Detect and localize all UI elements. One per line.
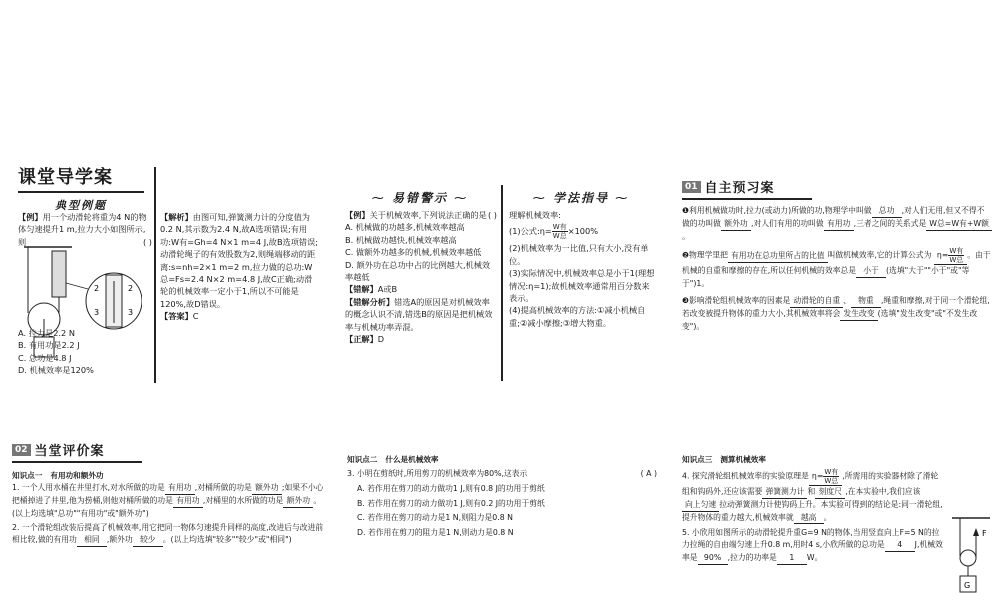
question-text: 关于机械效率,下列说法正确的是 [369, 210, 487, 220]
knowledge-point-2: 知识点二 什么是机械效率 [347, 455, 439, 464]
zoom-label-3: 3 [94, 308, 100, 317]
q4: 4. 探究滑轮组机械效率的实验原理是 η= $\frac{\text{W有}}{\text{W总}}$ ,所需用的实验器材除了滑轮组和钩码外,还应该需要 弹簧测力计 和 刻度尺 ,在本实验中,我们应该向上匀速 拉动弹簧测力计使钩码上升。本实验可得到的结论是:同一滑轮组,提升物体的重力越大,机械效率就 越高 。 [682, 468, 944, 524]
blank-q5-2: 90% [698, 552, 728, 565]
column-divider [501, 185, 503, 381]
q3-stem: 3. 小明在剪纸时,所用剪刀的机械效率为80%,这表示 ( A ) [347, 469, 657, 478]
blank-pulley-weight: 动滑轮的自重 [790, 295, 843, 308]
analysis-block [160, 211, 320, 323]
blank-q1-1: 有用功 [165, 482, 195, 495]
blank-extra-work: 额外功 [721, 218, 751, 231]
option-a: A. 拉力是2.2 N [18, 328, 75, 338]
blank-q4-4: 越高 [794, 512, 824, 525]
blank-q5-3: 1 [777, 552, 807, 565]
section-number: 01 [682, 181, 701, 193]
correct-tag: 【正解】 [345, 334, 378, 345]
panel-class-evaluation [0, 404, 330, 600]
zoom-label-3b: 3 [128, 308, 134, 317]
spring-scale [52, 251, 66, 297]
option-a: A. 若作用在剪刀的动力做功1 J,则有0.8 J的功用于剪纸 [357, 483, 545, 493]
answer-value: C [192, 311, 199, 322]
pulley-wheel [960, 550, 976, 566]
option-c: C. 若作用在剪刀的动力是1 N,则阻力是0.8 N [357, 513, 514, 523]
blank-q1-3: 有用功 [173, 495, 203, 508]
section-header-method: ⁓ 学法指导 ⁓ [532, 191, 630, 205]
option-c: C. 总功是4.8 J [18, 352, 72, 363]
method-guide [509, 209, 655, 329]
section-title: 当堂评价案 [34, 444, 105, 459]
wrong-analysis-tag: 【错解分析】 [345, 296, 395, 307]
method-formula: (1)公式:η= $\frac{\text{W有}}{\text{W总}}$ ×100% [509, 223, 598, 241]
moving-pulley-figure [950, 514, 996, 598]
force-arrow [973, 528, 979, 536]
zoom-label-2b: 2 [128, 284, 134, 293]
eval-q2: 2. 一个滑轮组改装后提高了机械效率,用它把同一物体匀速提升同样的高度,改进后与改进前相比较,做的有用功 相同 ,额外功 较少 。(以上均选填"较多""较少"或"相同") [12, 522, 324, 547]
knowledge-point-3: 知识点三 测算机械效率 [682, 455, 766, 464]
force-label: F [982, 529, 987, 538]
zoom-label-2: 2 [94, 284, 100, 293]
title-block [18, 163, 144, 213]
panel-knowledge-3 [670, 404, 1000, 600]
q5: 5. 小欣用如图所示的动滑轮提升重G=9 N的物体,当用竖直向上F=5 N的拉力拉绳的自由端匀速上升0.8 m,用时4 s,小欣所做的总功是 4 J,机械效率是 90% ,拉力的功率是 1 W。 [682, 527, 944, 564]
option-d: D. 机械效率是120% [18, 365, 94, 376]
example-tag: 【例】 [18, 212, 43, 222]
page-title: 课堂导学案 [18, 163, 144, 193]
option-b: B. 机械做功越快,机械效率越高 [345, 234, 457, 245]
evaluation-questions [12, 482, 324, 547]
correct-answer: D [377, 334, 385, 345]
panel-self-preview [670, 155, 1000, 387]
column-divider [154, 167, 156, 383]
analysis-text: 由图可知,弹簧测力计的分度值为0.2 N,其示数为2.4 N,故A选项错误;有用功:W有=Gh=4 N×1 m=4 J,故B选项错误;动滑轮绳子的有效股数为2,则绳端移动的距离:s=nh=2×1 m=2 m,拉力做的总功:W总=Fs=2.4 N×2 m=4.8 J,故C正确;动滑轮的机械效率一定小于1,所以不可能是120%,故D错误。 [160, 212, 319, 309]
answer-paren: ( ) [143, 236, 152, 247]
question-paren: ( ) [488, 210, 497, 220]
blank-q5-1: 4 [885, 539, 915, 552]
wrong-analysis-text: 错选A的原因是对机械效率的概念认识不清,错选B的原因是把机械效率与机械功率弄混。 [345, 296, 493, 332]
preview-q1: ❶利用机械做功时,拉力(或动力)所做的功,物理学中叫做 总功 ,对人们无用,但又不得不做的功叫做 额外功 ,对人们有用的功叫做 有用功 ,三者之间的关系式是 W总=W有+W额。 [682, 205, 992, 242]
option-a: A. 机械做的功越多,机械效率越高 [345, 222, 465, 233]
zoom-connector [66, 283, 88, 289]
weight-label: G [964, 581, 971, 590]
option-c: C. 做额外功越多的机械,机械效率越低 [345, 247, 482, 258]
blank-q2-1: 相同 [77, 534, 107, 547]
panel-common-mistakes [335, 155, 665, 387]
blank-q1-2: 额外功 [252, 482, 282, 495]
section-header-mistakes: ⁓ 易错警示 ⁓ [371, 191, 469, 205]
wrong-answer: A或B [377, 284, 398, 295]
blank-q4-1: 弹簧测力计 [762, 486, 807, 499]
blank-load: 物重 [851, 295, 881, 308]
mistake-question [345, 209, 497, 345]
blank-q4-2: 刻度尺 [815, 486, 845, 499]
blank-formula: η= $\frac{\text{W有}}{\text{W总}}$ [934, 247, 967, 265]
blank-ratio: 有用功在总功里所占的比值 [728, 250, 828, 263]
blank-total-work: 总功 [872, 205, 902, 218]
option-b: B. 有用功是2.2 J [18, 340, 80, 351]
blank-less-than: 小于 [856, 265, 886, 278]
blank-q4-3: 向上匀速 [682, 499, 719, 512]
blank-useful-work: 有用功 [824, 218, 854, 231]
panel-typical-example [0, 155, 330, 387]
panel-knowledge-2 [335, 404, 665, 600]
question-tag: 【例】 [345, 210, 370, 220]
q3-answer: ( A ) [640, 469, 657, 478]
example-options [18, 327, 152, 377]
blank-relation: W总=W有+W额 [926, 218, 992, 231]
section-bar-01 [682, 177, 812, 200]
method-intro: 理解机械效率: [509, 210, 561, 220]
efficiency-fraction: $\frac{\text{W有}}{\text{W总}}$ [552, 223, 567, 241]
eval-q1: 1. 一个人用水桶在井里打水,对水所做的功是 有用功 ,对桶所做的功是 额外功 ;如果不小心把桶掉进了井里,他为捞桶,则他对桶所做的功是 有用功 ,对桶里的水所做的功是 额外功 。(以上均选填"总功""有用功"或"额外功") [12, 483, 324, 518]
preview-questions [682, 205, 992, 332]
kp2-question [347, 468, 657, 539]
blank-q2-2: 较少 [133, 534, 163, 547]
answer-tag: 【答案】 [160, 311, 193, 322]
blank-q4-formula: η= $\frac{\text{W有}}{\text{W总}}$ [809, 468, 842, 486]
option-d: D. 若作用在剪刀的阻力是1 N,则动力是0.8 N [357, 528, 514, 538]
section-title: 自主预习案 [704, 181, 775, 196]
wrong-tag: 【错解】 [345, 284, 378, 295]
method-item-2: (2)机械效率为一比值,只有大小,没有单位。 [509, 243, 649, 266]
option-d: D. 额外功在总功中占的比例越大,机械效率越低 [345, 259, 491, 283]
blank-q1-4: 额外功 [283, 495, 313, 508]
analysis-tag: 【解析】 [160, 212, 193, 222]
section-bar-02 [12, 440, 142, 463]
section-number: 02 [12, 444, 31, 456]
method-item-3: (3)实际情况中,机械效率总是小于1(理想情况:η=1);故机械效率通常用百分数来表示。 [509, 268, 655, 304]
option-b: B. 若作用在剪刀的动力做功1 J,则有0.2 J的功用于剪纸 [357, 498, 545, 508]
kp3-questions [682, 468, 944, 565]
blank-change: 发生改变 [840, 308, 877, 321]
preview-q3: ❸影响滑轮组机械效率的因素是 动滑轮的自重 、 物重 ,绳重和摩擦,对于同一个滑轮组,若改变被提升物体的重力大小,其机械效率将会 发生改变 (选填"发生改变"或"不发生改变")。 [682, 295, 990, 331]
example-text: 用一个动滑轮将重为4 N的物体匀速提升1 m,拉力大小如图所示,则 [18, 212, 147, 247]
method-item-4: (4)提高机械效率的方法:①减小机械自重;②减小摩擦;③增大物重。 [509, 305, 646, 328]
section-header-typical: 典型例题 [55, 199, 107, 212]
preview-q2: ❷物理学里把 有用功在总功里所占的比值 叫做机械效率,它的计算公式为 η= $\frac{\text{W有}}{\text{W总}}$ 。由于机械的自重和摩擦的存在,所以任何机械的效率总是 小于 (选填"大于""小于"或"等于")1。 [682, 247, 991, 289]
knowledge-point-1: 知识点一 有用功和额外功 [12, 471, 104, 480]
